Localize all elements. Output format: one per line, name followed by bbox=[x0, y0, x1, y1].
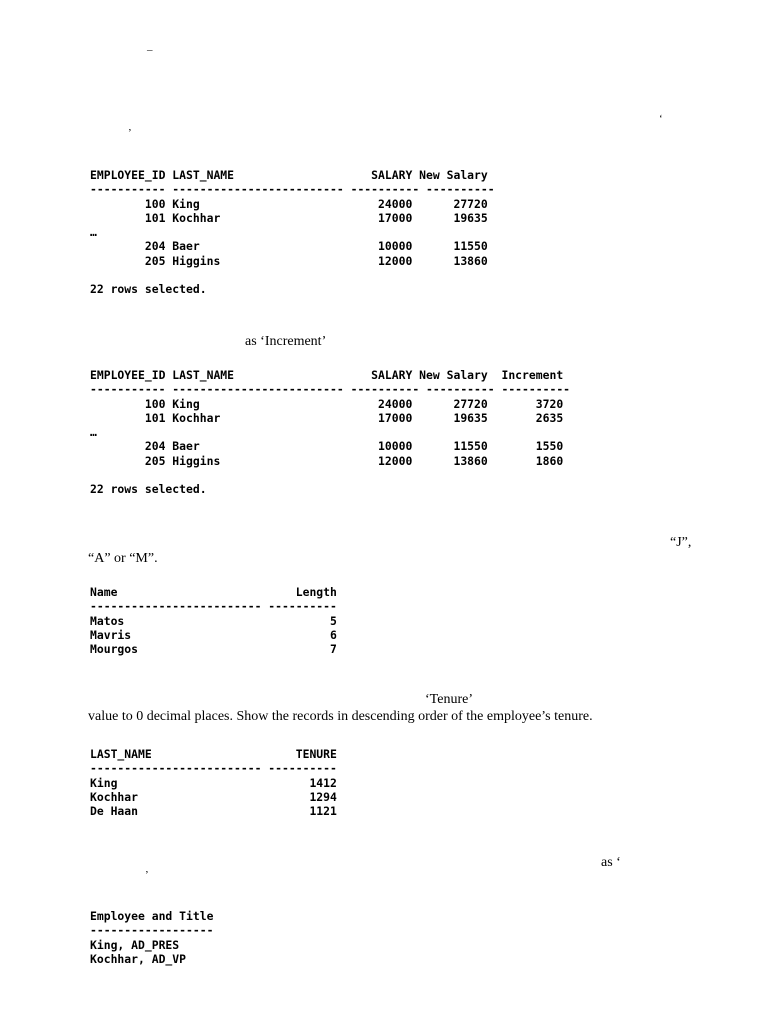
letters-prompt-line: “A” or “M”. bbox=[88, 551, 158, 566]
increment-row: 101 Kochhar 17000 19635 2635 bbox=[90, 410, 564, 425]
top-dash: – bbox=[147, 44, 153, 56]
tenure-label: ‘Tenure’ bbox=[425, 692, 473, 707]
tenure-underline: ------------------------- ---------- bbox=[90, 761, 337, 776]
tenure-row: De Haan 1121 bbox=[90, 804, 337, 819]
letters-prompt-end: “J”, bbox=[670, 535, 692, 550]
increment-prompt: as ‘Increment’ bbox=[245, 334, 327, 349]
employee-title-underline: ------------------ bbox=[90, 923, 214, 938]
employee-title-row: Kochhar, AD_VP bbox=[90, 951, 187, 966]
ellipsis-row: … bbox=[90, 425, 97, 440]
name-length-header: Name Length bbox=[90, 585, 337, 599]
tenure-row: Kochhar 1294 bbox=[90, 789, 337, 804]
salary-row: 101 Kochhar 17000 19635 bbox=[90, 210, 488, 225]
name-length-row: Mourgos 7 bbox=[90, 642, 337, 657]
ellipsis-row: … bbox=[90, 225, 97, 240]
tenure-row: King 1412 bbox=[90, 775, 337, 790]
increment-underline: ----------- ------------------------- ---------- ---------- ---------- bbox=[90, 382, 571, 397]
increment-output bbox=[90, 368, 570, 497]
salary-underline: ----------- ------------------------- ---------- ---------- bbox=[90, 182, 495, 197]
employee-title-output bbox=[90, 909, 213, 966]
name-length-underline: ------------------------- ---------- bbox=[90, 599, 337, 614]
salary-row: 205 Higgins 12000 13860 bbox=[90, 253, 488, 268]
stray-open-quote: ‘ bbox=[659, 113, 663, 125]
rows-selected-footer: 22 rows selected. bbox=[90, 282, 207, 297]
salary-header: EMPLOYEE_ID LAST_NAME SALARY New Salary bbox=[90, 168, 488, 182]
tenure-instructions: value to 0 decimal places. Show the records in descending order of the employee’s tenure. bbox=[88, 709, 593, 724]
stray-close-quote: ’ bbox=[128, 127, 132, 139]
as-quote-prompt: as ‘ bbox=[601, 855, 621, 870]
salary-output bbox=[90, 168, 495, 297]
name-length-row: Matos 5 bbox=[90, 613, 337, 628]
increment-header: EMPLOYEE_ID LAST_NAME SALARY New Salary Increment bbox=[90, 368, 564, 382]
stray-close-quote: ’ bbox=[145, 869, 149, 881]
employee-title-header: Employee and Title bbox=[90, 909, 214, 923]
increment-row: 204 Baer 10000 11550 1550 bbox=[90, 439, 564, 454]
employee-title-row: King, AD_PRES bbox=[90, 937, 180, 952]
name-length-output bbox=[90, 585, 337, 656]
name-length-row: Mavris 6 bbox=[90, 627, 337, 642]
rows-selected-footer: 22 rows selected. bbox=[90, 482, 207, 497]
increment-row: 100 King 24000 27720 3720 bbox=[90, 396, 564, 411]
tenure-header: LAST_NAME TENURE bbox=[90, 747, 337, 761]
salary-row: 204 Baer 10000 11550 bbox=[90, 239, 488, 254]
increment-row: 205 Higgins 12000 13860 1860 bbox=[90, 453, 564, 468]
salary-row: 100 King 24000 27720 bbox=[90, 196, 488, 211]
tenure-output bbox=[90, 747, 337, 818]
